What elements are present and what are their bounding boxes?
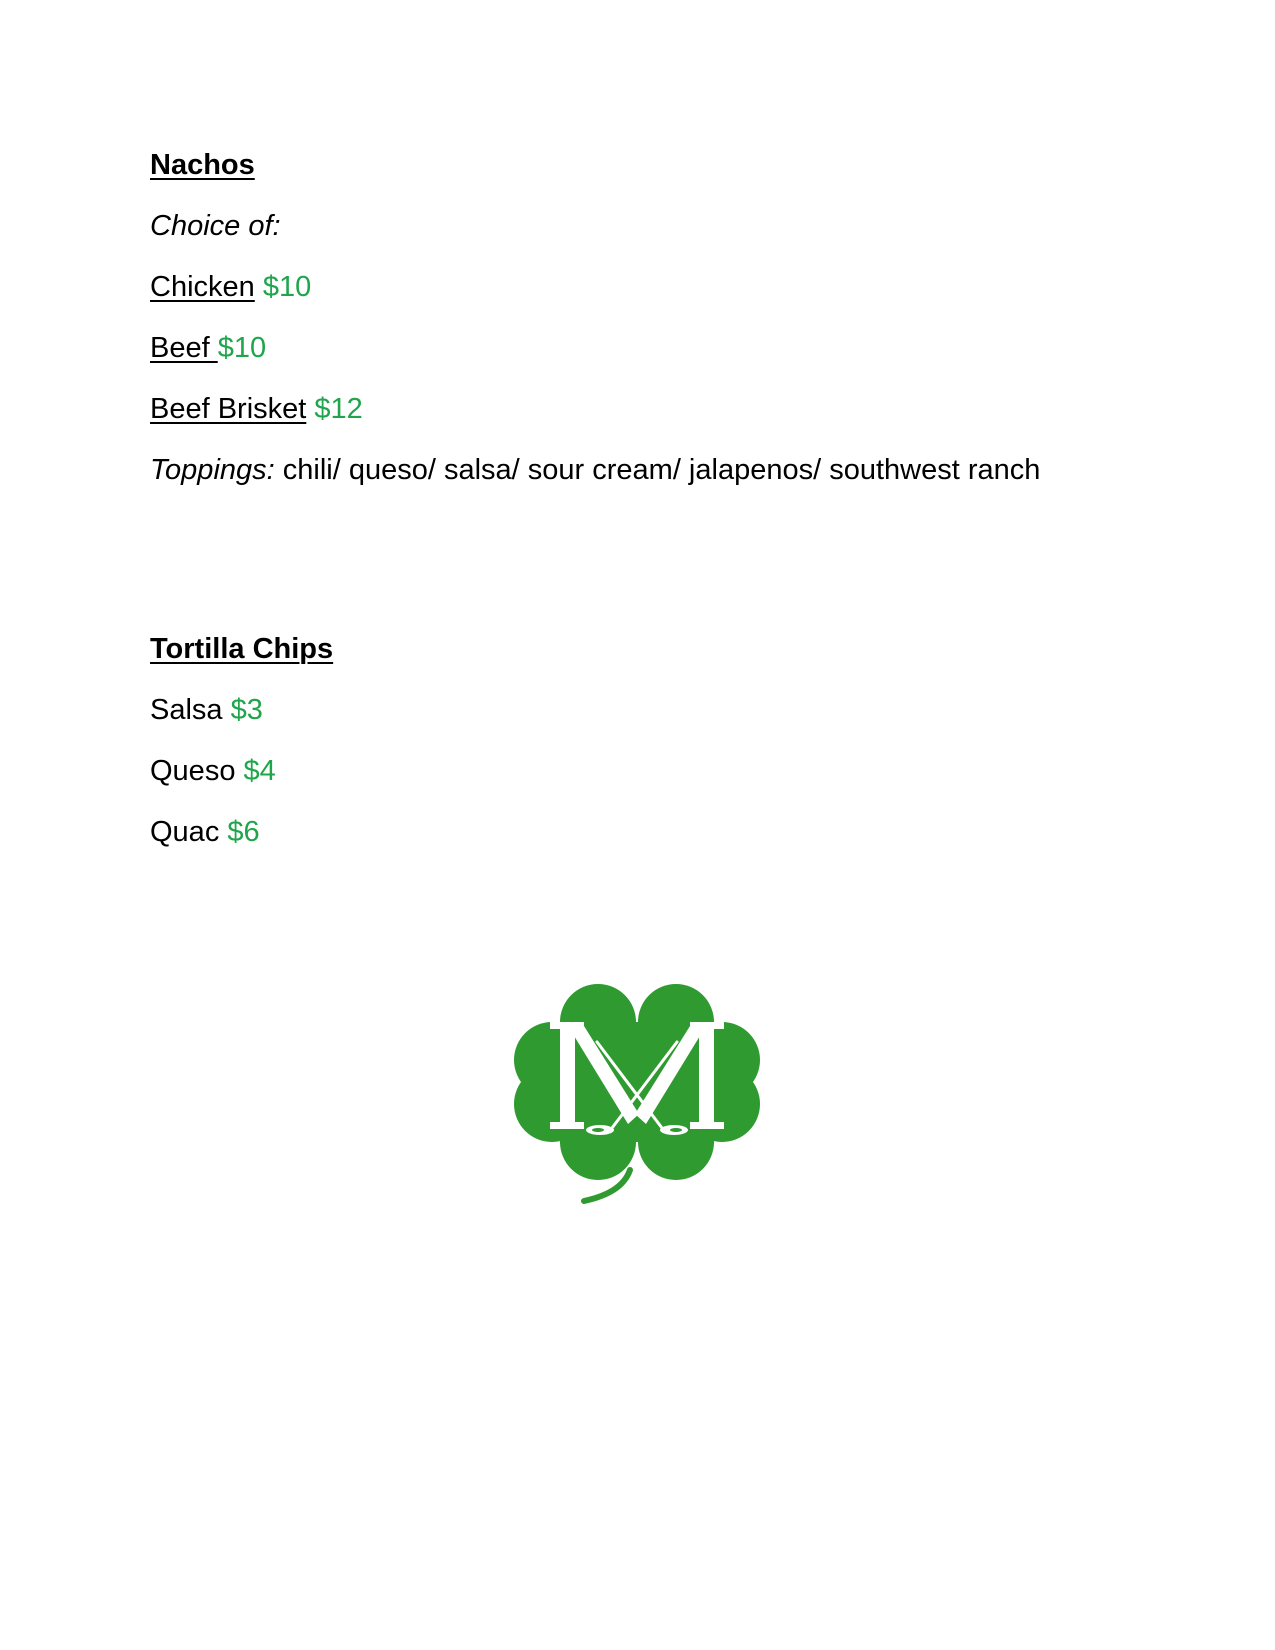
menu-item-name: Beef bbox=[150, 332, 218, 364]
menu-item-price: $10 bbox=[262, 271, 312, 303]
nachos-heading: Nachos bbox=[150, 149, 255, 181]
menu-item-price: $3 bbox=[230, 694, 263, 726]
menu-item-name: Queso bbox=[150, 755, 236, 787]
section-spacer bbox=[150, 514, 1150, 632]
menu-item-name: Quac bbox=[150, 816, 220, 848]
shamrock-leaves bbox=[514, 984, 760, 1180]
menu-item-price: $4 bbox=[243, 755, 276, 787]
menu-item-price: $12 bbox=[314, 393, 363, 425]
menu-item-queso bbox=[150, 754, 1150, 788]
toppings-label: Toppings: bbox=[150, 454, 275, 486]
nachos-toppings bbox=[150, 453, 1150, 487]
menu-page bbox=[150, 148, 1150, 876]
menu-item-name: Chicken bbox=[150, 271, 255, 303]
menu-item-beef-brisket bbox=[150, 392, 1150, 426]
menu-item-price: $6 bbox=[227, 816, 260, 848]
menu-item-name: Beef Brisket bbox=[150, 393, 307, 425]
menu-item-chicken bbox=[150, 270, 1150, 304]
shamrock-golf-clubs-logo-icon bbox=[512, 982, 762, 1206]
toppings-list: chili/ queso/ salsa/ sour cream/ jalapenos/ southwest ranch bbox=[274, 454, 1041, 486]
menu-item-price: $10 bbox=[217, 332, 267, 364]
menu-item-salsa bbox=[150, 693, 1150, 727]
menu-item-beef bbox=[150, 331, 1150, 365]
tortilla-chips-heading: Tortilla Chips bbox=[150, 633, 334, 665]
nachos-choice-label: Choice of: bbox=[150, 210, 281, 242]
menu-item-quac bbox=[150, 815, 1150, 849]
menu-item-name: Salsa bbox=[150, 694, 223, 726]
